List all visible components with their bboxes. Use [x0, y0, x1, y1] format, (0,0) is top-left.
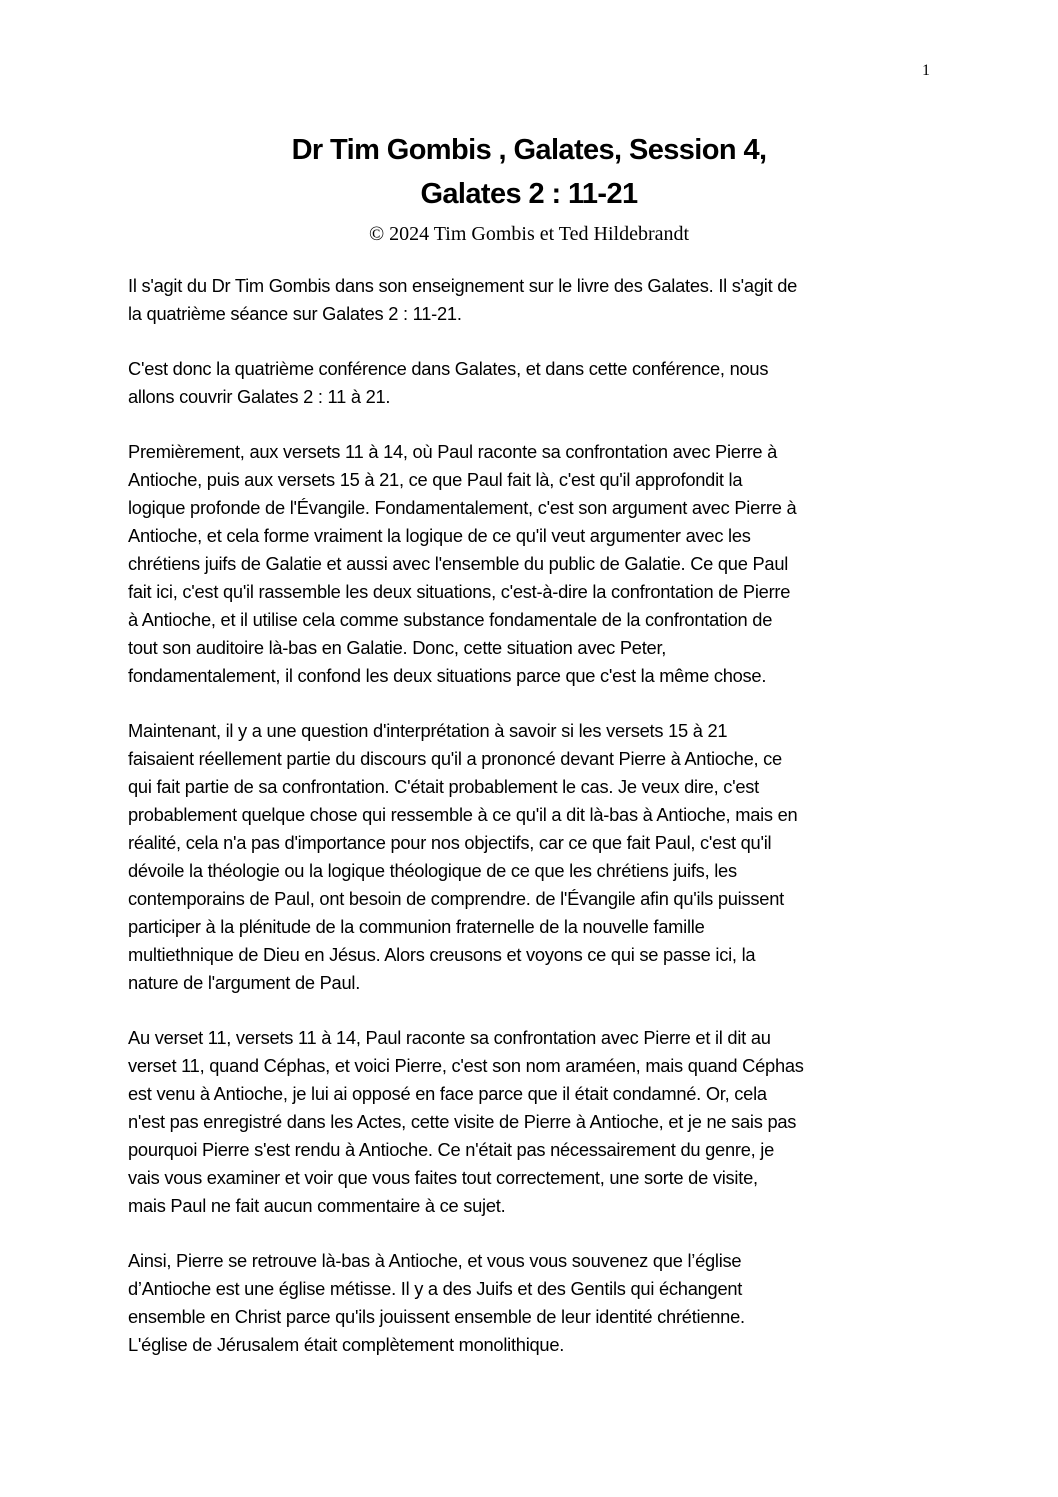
text-line: fait ici, c'est qu'il rassemble les deux situations, c'est-à-dire la confrontation de Pierre	[128, 581, 791, 602]
text-line: qui fait partie de sa confrontation. C'était probablement le cas. Je veux dire, c'est	[128, 776, 760, 797]
text-line: mais Paul ne fait aucun commentaire à ce sujet.	[128, 1195, 506, 1216]
text-line: Maintenant, il y a une question d'interprétation à savoir si les versets 15 à 21	[128, 720, 728, 741]
text-line: ensemble en Christ parce qu'ils jouissent ensemble de leur identité chrétienne.	[128, 1306, 745, 1327]
text-line: la quatrième séance sur Galates 2 : 11-21.	[128, 303, 462, 324]
text-line: Premièrement, aux versets 11 à 14, où Paul raconte sa confrontation avec Pierre à	[128, 441, 778, 462]
text-line: à Antioche, et il utilise cela comme substance fondamentale de la confrontation de	[128, 609, 773, 630]
document-body	[128, 272, 948, 1386]
page-number: 1	[922, 62, 930, 79]
text-line: faisaient réellement partie du discours qu'il a prononcé devant Pierre à Antioche, ce	[128, 748, 782, 769]
text-line: réalité, cela n'a pas d'importance pour nos objectifs, car ce que fait Paul, c'est qu'il	[128, 832, 772, 853]
paragraph	[128, 1024, 948, 1220]
text-line: dévoile la théologie ou la logique théologique de ce que les chrétiens juifs, les	[128, 860, 737, 881]
text-line: fondamentalement, il confond les deux situations parce que c'est la même chose.	[128, 665, 767, 686]
document-title: Dr Tim Gombis , Galates, Session 4,	[291, 134, 767, 166]
document-subtitle: Galates 2 : 11-21	[420, 178, 638, 210]
text-line: d’Antioche est une église métisse. Il y a des Juifs et des Gentils qui échangent	[128, 1278, 743, 1299]
text-line: chrétiens juifs de Galatie et aussi avec l'ensemble du public de Galatie. Ce que Paul	[128, 553, 789, 574]
text-line: probablement quelque chose qui ressemble à ce qu'il a dit là-bas à Antioche, mais en	[128, 804, 798, 825]
text-line: Il s'agit du Dr Tim Gombis dans son enseignement sur le livre des Galates. Il s'agit de	[128, 275, 798, 296]
paragraph	[128, 438, 948, 690]
text-line: tout son auditoire là-bas en Galatie. Donc, cette situation avec Peter,	[128, 637, 667, 658]
text-line: L'église de Jérusalem était complètement monolithique.	[128, 1334, 565, 1355]
text-line: logique profonde de l'Évangile. Fondamentalement, c'est son argument avec Pierre à	[128, 497, 797, 518]
text-line: multiethnique de Dieu en Jésus. Alors creusons et voyons ce qui se passe ici, la	[128, 944, 756, 965]
paragraph	[128, 717, 948, 997]
paragraph	[128, 1247, 948, 1359]
text-line: Antioche, puis aux versets 15 à 21, ce que Paul fait là, c'est qu'il approfondit la	[128, 469, 743, 490]
paragraph	[128, 355, 948, 411]
text-line: verset 11, quand Céphas, et voici Pierre, c'est son nom araméen, mais quand Céphas	[128, 1055, 804, 1076]
text-line: contemporains de Paul, ont besoin de comprendre. de l'Évangile afin qu'ils puissent	[128, 888, 784, 909]
text-line: C'est donc la quatrième conférence dans Galates, et dans cette conférence, nous	[128, 358, 769, 379]
paragraph	[128, 272, 948, 328]
text-line: allons couvrir Galates 2 : 11 à 21.	[128, 386, 391, 407]
text-line: nature de l'argument de Paul.	[128, 972, 361, 993]
text-line: vais vous examiner et voir que vous faites tout correctement, une sorte de visite,	[128, 1167, 758, 1188]
text-line: Antioche, et cela forme vraiment la logique de ce qu'il veut argumenter avec les	[128, 525, 751, 546]
text-line: Au verset 11, versets 11 à 14, Paul raconte sa confrontation avec Pierre et il dit au	[128, 1027, 771, 1048]
text-line: participer à la plénitude de la communion fraternelle de la nouvelle famille	[128, 916, 705, 937]
text-line: pourquoi Pierre s'est rendu à Antioche. Ce n'était pas nécessairement du genre, je	[128, 1139, 775, 1160]
copyright-notice: © 2024 Tim Gombis et Ted Hildebrandt	[368, 223, 690, 245]
text-line: est venu à Antioche, je lui ai opposé en face parce que il était condamné. Or, cela	[128, 1083, 767, 1104]
text-line: n'est pas enregistré dans les Actes, cette visite de Pierre à Antioche, et je ne sais pas	[128, 1111, 797, 1132]
text-line: Ainsi, Pierre se retrouve là-bas à Antioche, et vous vous souvenez que l’église	[128, 1250, 742, 1271]
